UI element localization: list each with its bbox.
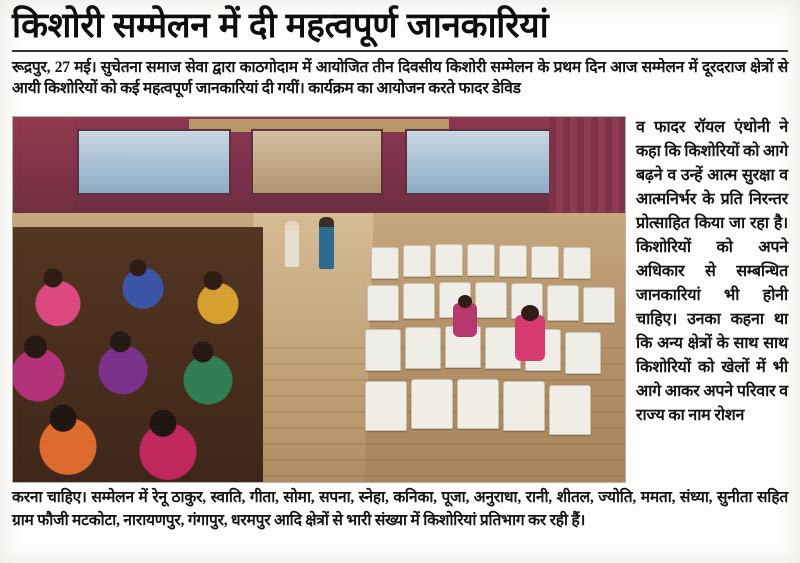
article-tail: करना चाहिए। सम्मेलन में रेनू ठाकुर, स्वाति, गीता, सोमा, सपना, स्नेहा, कनिका, पूजा, अनुराधा, रानी, शीतल, ज्योति, ममता, संध्या, सुनीता सहित ग्राम फौजी मटकोटा, नारायणपुर, गंगापुर, धरमपुर आदि क्षेत्रों से भारी संख्या में किशोरियां प्रतिभाग कर रही हैं। xyxy=(12,489,788,529)
photo-projection-screen-right xyxy=(405,129,551,195)
photo-audience-left-heads xyxy=(13,227,263,482)
page-title: किशोरी सम्मेलन में दी महत्वपूर्ण जानकारियां xyxy=(12,6,549,45)
photo-speaker-one xyxy=(285,221,299,267)
article-side-column: व फादर रॉयल एंथोनी ने कहा कि किशोरियों को आगे बढ़ने व उन्हें आत्म सुरक्षा व आत्मनिर्भर के प्रति निरन्तर प्रोत्साहित किया जा रहा है। किशोरियों को अपने अधिकार से सम्बन्धित जानकारियां भी होनी चाहिए। उनका कहना था कि अन्य क्षेत्रों के साथ साथ किशोरियों को खेलों में भी आगे आकर अपने परिवार व राज्य का नाम रोशन xyxy=(636,119,788,425)
article-photo xyxy=(12,116,626,483)
photo-speaker-two xyxy=(319,217,334,269)
photo-projection-screen-left xyxy=(77,129,231,195)
headline-divider xyxy=(12,50,788,52)
article-lede: रूद्रपुर, 27 मई। सुचेतना समाज सेवा द्वारा काठगोदाम में आयोजित तीन दिवसीय किशोरी सम्मेलन के प्रथम दिन आज सम्मेलन में दूरदराज क्षेत्रों से आयी किशोरियों को कई महत्वपूर्ण जानकारियां दी गयीं। कार्यक्रम का आयोजन करते फादर डेविड xyxy=(12,59,788,98)
photo-projection-screen-center xyxy=(251,129,383,195)
photo-chair-rows xyxy=(365,237,625,482)
article-body xyxy=(12,116,788,428)
photo-side-wall xyxy=(13,117,73,227)
